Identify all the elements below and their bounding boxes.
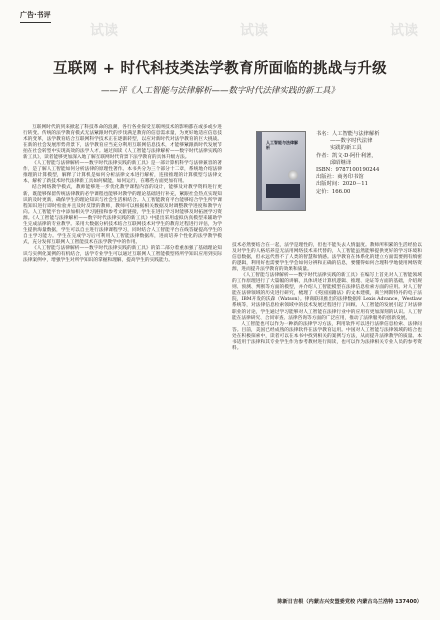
- book-cover-band: [266, 184, 300, 198]
- paragraph: 技术必然要结合在一起，法学是理性的，但也不能失去人情温度。教师所积累的生活经验以及对学生的人格培养是无法用网络技术来代替的，人工智能虽然能够提供更好的学习环境和信息数据，但永远代替不了人类的智慧和情感。法学教育在体系化的建立方面需要拥有缜密的逻辑，利用好也需要学生学会如何分辨和正确的信息，要懂得如何合理科学地使用网络资源，进而提升法学教育的效果和质量。: [232, 243, 422, 273]
- book-info-line: 邱昭继译: [330, 159, 352, 166]
- article-subtitle: ——评《人工智能与法律解析——数字时代法律实践的新工具》: [100, 86, 339, 96]
- paragraph: 《人工智能与法律解析——数字时代法律实践的新工具》是一部计算机科学与法律兼容的著作，是了解人工智能如何分析法律的原理性著作。本书共分为三个部分十二章，系统地介绍法律推理的计算模型，解释了计算机是如何分析法律文本进行解析，连接推理的计算模型与法律文本，解析了新技术时代法律新工具如何赋能，如何运行，在哪些方面更加有用。: [23, 161, 222, 185]
- author-affiliation: 陈新日吉根（内蒙古兴安盟委党校 内蒙古乌兰浩特 137400）: [277, 599, 422, 605]
- book-info-line: ISBN：9787100190244: [316, 167, 380, 174]
- watermark-text: 试读: [390, 23, 418, 39]
- article-title: 互联网 + 时代科技类法学教育所面临的挑战与升级: [53, 61, 387, 77]
- book-cover-image: [256, 131, 306, 211]
- book-info-line: 实践的新工具: [330, 145, 362, 152]
- book-info-line: 出版社：商务印书馆: [316, 174, 364, 181]
- book-info-line: 定价：166.00: [316, 188, 351, 195]
- book-info-line: 书名：人工智能与法律解析: [316, 131, 380, 137]
- watermark-text: 试读: [90, 23, 118, 39]
- book-spine: [257, 132, 262, 210]
- paragraph: 人工智能也可以作为一种新的法律学习方法，利用软件可以进行法律信息检索、法律问答。目前，美国已经成熟的法律软件在法学教育运用。中国对人工智能与法律领域的结合也处在积极探索中，读者可以在本书中找到相关的案例与方法，从而提升法律教学的质量。本书适用于法律和其专业学生作为参考教材进行阅读，也可以作为法律相关专业人员的参考资料。: [232, 321, 422, 351]
- book-info: [316, 131, 424, 196]
- book-info-line: 作者：凯文·D·阿什利著，: [316, 152, 377, 159]
- paragraph: 结合网络教学模式，教师能够进一步优化教学课程内容的设计，能够及对教学资料进行更新，既能够保留传统法律教的必学课程也能够对教学的理论基础进行补充，紧跟社会热点实现知识的及时更新，确保学生的理论知识与社会生活相结合。人工智能教育平台能够结合学生所学课程知识进行即时检验并且及时反馈的教师，教师可以根据相关数据及时调整教学进度和教学方向。人工智能平台中添加相关学习链接和参考文献链接，学生在进行学习时能够及时拓展学习资源。《人工智能与法律解析——数字时代法律实践的新工具》中提出采用虚拟仿真模型来辅助学生完成法律的专业教学。采用大数据分析技术结合互联网技术对学生的教育过程进行评估，为学生提供海量数据，学生可以自主进行法律课程学习，同时结合人工智能平台在线答疑提高学生的自主学习能力。学生在完成学习后可利用人工智能法律数据库，进而培养个性化的法学教学模式，充分发挥互联网人工智能技术在法学教学中的作用。: [23, 185, 222, 245]
- paragraph: 互联网时代的到来掀起了科技革命的浪潮，各行各业探受互联网技术的影响都在或多或少进行转变。传统的法学教育模式无法紧跟时代的步伐满足教育的信息需求量，为更好地适应信息技术的变革，法学教育结合互联网科学技术正在逐渐转型，以应对新时代对法学教育的巨大挑战。在新的社会发展形势背景下，法学教育应当充分利用互联网信息技术，才能够紧跟新时代发展节拍在社会转型中实现高效的法学人才。通过阅读《人工智能与法律解析——数字时代法律实践的新工具》，读者能够更加深入地了解互联网时代背景下法学教育的具体升级方法。: [23, 125, 222, 161]
- book-info-line: 出版时间：2020－11: [316, 181, 369, 188]
- watermark-text: 试读: [240, 23, 268, 39]
- book-cover-emblem: [288, 170, 298, 180]
- book-cover-title: 人工智能与法律解析: [266, 140, 298, 150]
- paragraph: 《人工智能与法律解析——数字时代法律实践的新工具》在编写上首先对人工智能领域的工作原理进行了大篇幅的讲解，具体讲述计算机逻辑、推理、论证等方面的基础，介绍规则、预测、判断等方面的模型，并介绍人工智能模型在法律信息检索方面的应用。对人工智能在法律领域的历史进行研究，梳理了《英国国籍法》的文本建模，商兰网斯特丹的电子法院，IBM开发的沃森（Watson）。律商联讯推出的法律数据库 Lexis Advance，Westlaw 系统等，对法律信息检索领域中的技术发展过程进行了回顾。人工智能的发展引起了对法律职业的讨论，学生通过学习能够对人工智能在法律行业中的应用有更加深刻的认识。人工智能在法律研究、合同审查、法律咨询等方面的广泛应用，推动了法律服务的创新发展。: [232, 273, 422, 321]
- book-info-line: ——数字时代法律: [330, 138, 373, 145]
- left-column: [23, 125, 222, 264]
- section-tag: 广告·书评: [20, 10, 51, 23]
- right-column: [232, 243, 422, 352]
- paragraph: 《人工智能与法律解析——数字时代法律实践的新工具》的第二部分着重加强了基础理论知识与实例化案例的有机结合，法学专业学生可以通过互联网人工智能模型将所学知识应用到实际法律案例中，增强学生对所学知识的掌握和理解，提高学生的实践能力。: [23, 245, 222, 264]
